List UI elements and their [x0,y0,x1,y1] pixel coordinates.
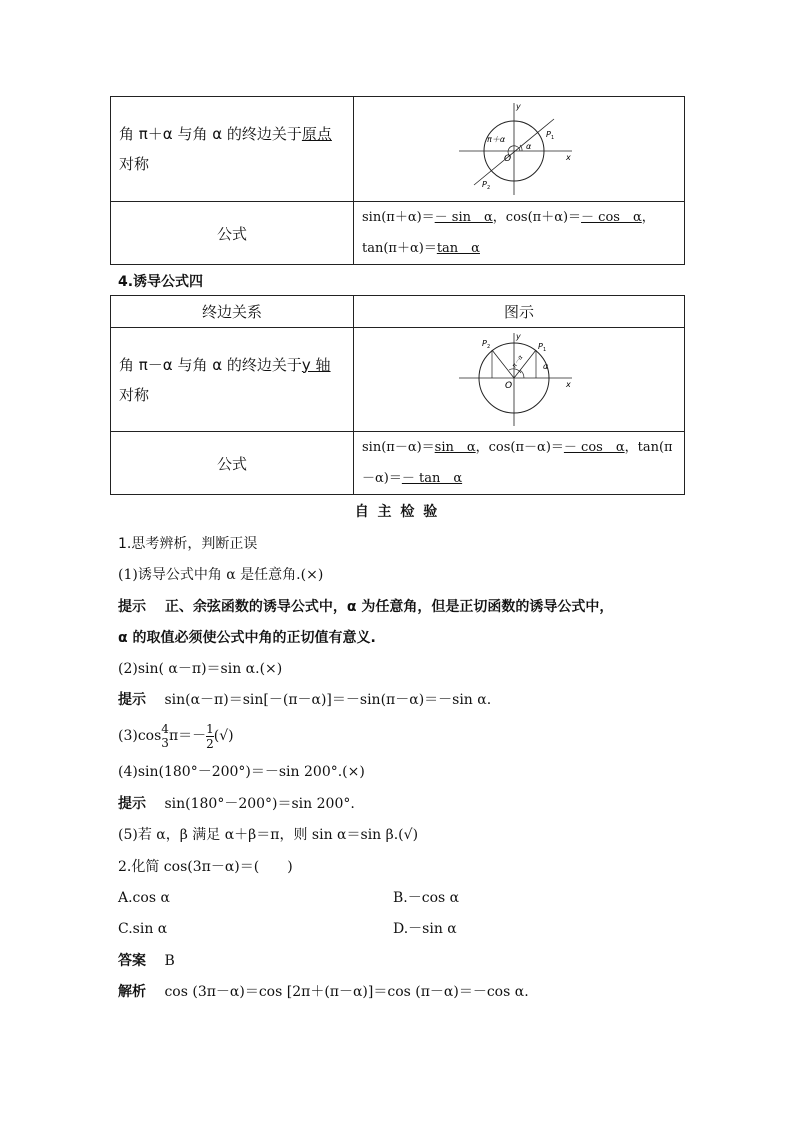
hint-1-line-2: α 的取值必须使公式中角的正切值有意义. [118,630,376,646]
y-axis-symmetry-figure [454,330,584,430]
q1-statement-3: (3)cos 4 3 π＝－ $\frac{1}{2}$ (√) [118,721,234,751]
option-d: D.－sin α [393,921,457,937]
origin-symmetry-figure [454,99,584,199]
terminal-relation-cell [111,328,354,432]
q1-stem: 1.思考辨析，判断正误 [118,536,258,552]
fraction-one-half: $\frac{1}{2}$ [206,721,214,751]
self-check-title: 自 主 检 验 [354,504,440,520]
y-axis-label: y [516,102,521,111]
formula-label-cell: 公式 [111,432,354,495]
q2-stem: 2.化简 cos(3π－α)＝( ) [118,859,293,875]
hint-label: 提示 [118,796,146,812]
option-b: B.－cos α [393,890,460,906]
answer-blank: － cos α [581,210,642,225]
answer-label: 答案 [118,953,146,969]
q1-statement-4: (4)sin(180°－200°)＝－sin 200°.(×) [118,764,365,780]
option-a: A.cos α [118,890,170,906]
origin-label: O [505,380,513,391]
x-axis-label: x [566,153,571,162]
formula-label-cell: 公式 [111,202,354,265]
angle-pi-minus-alpha-label: π－α [510,353,525,369]
svg-text:2: 2 [487,185,491,191]
p2-label: P [482,180,487,189]
formula-line-1: sin(π＋α)＝－ sin α，cos(π＋α)＝－ cos α， [362,210,655,225]
answer-blank: － sin α [434,210,493,225]
q1-statement-1: (1)诱导公式中角 α 是任意角.(×) [118,567,324,583]
terminal-relation-cell [111,97,354,202]
y-axis-label: y [516,331,521,341]
hint-label: 提示 [118,599,146,615]
formula-cell [354,432,685,495]
formula-line-2: －α)＝－ tan α [362,471,463,486]
svg-text:1: 1 [551,135,555,141]
header-terminal-relation: 终边关系 [111,296,354,328]
hint-4: 提示 sin(180°－200°)＝sin 200°. [118,796,355,812]
x-axis-label: x [566,379,571,389]
formula-line-2: tan(π＋α)＝tan α [362,241,480,256]
formula-cell [354,202,685,265]
answer-blank: － cos α [563,440,625,455]
answer-line [118,951,175,971]
terminal-relation-text: 角 π＋α 与角 α 的终边关于原点对称 [119,125,332,173]
answer-value: B [164,953,175,969]
angle-pi-plus-alpha-label: π＋α [487,135,506,144]
option-c: C.sin α [118,921,168,937]
fraction-four-thirds: 4 3 [161,722,169,750]
p1-label: P [538,341,543,351]
angle-alpha-label: α [526,142,532,151]
origin-label: O [504,154,512,164]
formula-three-table [110,96,685,265]
figure-cell [354,328,685,432]
q1-statement-5: (5)若 α，β 满足 α＋β＝π，则 sin α＝sin β.(√) [118,827,419,843]
hint-2: 提示 sin(α－π)＝sin[－(π－α)]＝－sin(π－α)＝－sin α. [118,692,492,708]
section-title-formula-four: 4.诱导公式四 [118,274,204,290]
answer-blank: tan α [436,241,480,256]
terminal-relation-text: 角 π－α 与角 α 的终边关于y 轴对称 [119,355,331,404]
analysis-line: 解析 cos (3π－α)＝cos [2π＋(π－α)]＝cos (π－α)＝－cos α. [118,984,529,1000]
analysis-label: 解析 [118,984,146,1000]
angle-alpha-label: α [543,361,549,371]
p2-label: P [482,338,487,348]
formula-line-1: sin(π－α)＝sin α，cos(π－α)＝－ cos α，tan(π [362,440,673,455]
header-figure: 图示 [354,296,685,328]
hint-1-line-1: 提示 正、余弦函数的诱导公式中，α 为任意角，但是正切函数的诱导公式中， [118,599,614,615]
figure-cell [354,97,685,202]
p1-label: P [546,130,551,139]
answer-blank: sin α [434,440,476,455]
svg-text:1: 1 [543,346,547,353]
q1-statement-2: (2)sin( α－π)＝sin α.(×) [118,661,283,677]
hint-label: 提示 [118,692,146,708]
formula-four-table [110,295,685,495]
svg-text:2: 2 [487,343,491,350]
answer-blank: － tan α [401,471,463,486]
